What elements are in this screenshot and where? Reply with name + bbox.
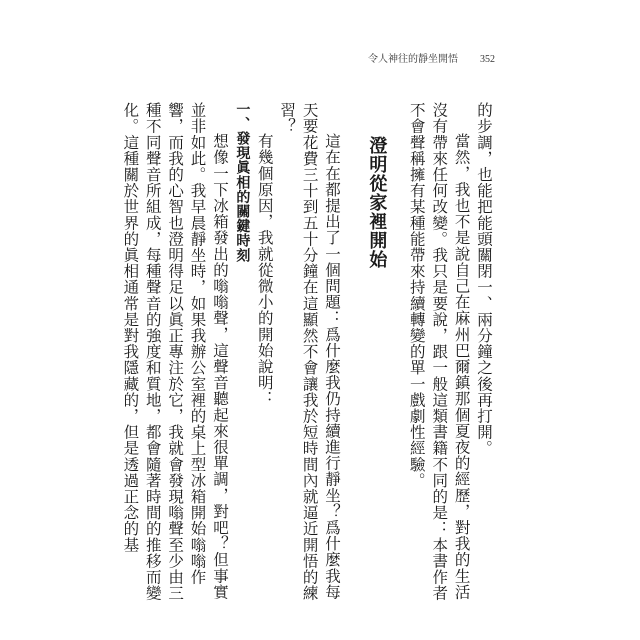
paragraph: 這在在都提出了一個問題：爲什麼我仍持續進行靜坐？爲什麼我每天要花費三十到五十分鐘在這顯然不會讓我於短時間內就逼近開悟的練習？: [278, 102, 341, 602]
paragraph: 有幾個原因，我就從微小的開始說明：: [255, 133, 274, 407]
vertical-body-text: [121, 102, 495, 602]
paragraph: 當然，我也不是說自己在麻州巴爾鎮那個夏夜的經歷，對我的生活沒有帶來任何改變。我只是要說，跟一般這類書籍不同的是：本書作者不會聲稱擁有某種能帶來持續轉變的單一戲劇性經驗。: [407, 102, 471, 602]
section-title: 一、發現眞相的關鍵時刻: [234, 102, 251, 263]
paragraph: 的步調，也能把能頭關閉一、兩分鐘之後再打開。: [475, 102, 493, 457]
paragraph: 想像一下冰箱發出的嗡嗡聲，這聲音聽起來很單調，對吧？但事實並非如此。我早晨靜坐時，如果我辦公室裡的桌上型冰箱開始嗡嗡作響，而我的心智也澄明得足以眞正專注於它，我就會發現嗡聲至少由三種不同聲音所組成，每種聲音的強度和質地，都會隨著時間的推移而變化。這種關於世界的眞相通常是對我隱藏的，但是透過正念的基: [121, 102, 229, 602]
running-header: [368, 50, 495, 65]
page-number: 352: [480, 54, 495, 65]
chapter-title: 澄明從家裡開始: [366, 136, 388, 269]
running-title: 令人神往的靜坐開悟: [368, 54, 458, 65]
